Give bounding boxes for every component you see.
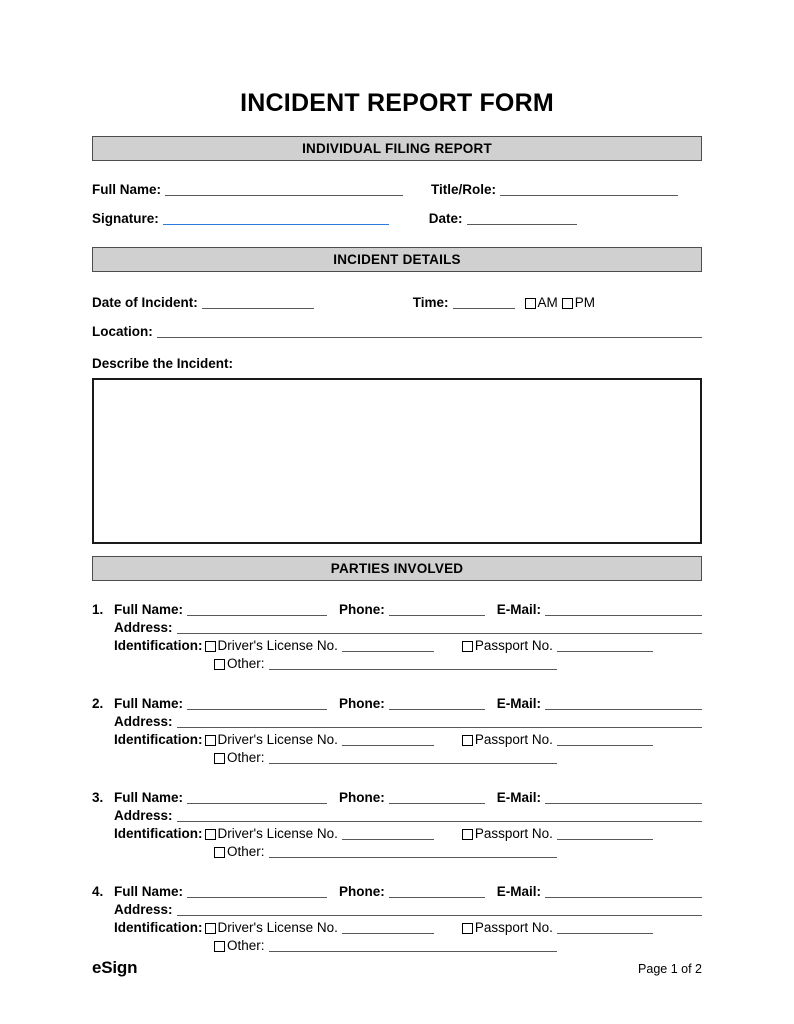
party-identification-label: Identification: bbox=[114, 731, 203, 747]
drivers-license-checkbox[interactable] bbox=[205, 829, 216, 840]
party-identification-row bbox=[92, 917, 702, 935]
location-input[interactable] bbox=[157, 324, 702, 338]
party-email-input[interactable] bbox=[545, 602, 702, 616]
party-number: 3. bbox=[92, 789, 104, 805]
page-title: INCIDENT REPORT FORM bbox=[240, 89, 554, 117]
passport-checkbox[interactable] bbox=[462, 923, 473, 934]
row-date-time bbox=[92, 295, 702, 310]
full-name-input[interactable] bbox=[165, 182, 403, 196]
party-phone-input[interactable] bbox=[389, 602, 485, 616]
party-other-row bbox=[92, 841, 702, 859]
time-label: Time: bbox=[412, 294, 449, 310]
row-describe-label bbox=[92, 356, 702, 371]
party-other-row bbox=[92, 653, 702, 671]
passport-input[interactable] bbox=[557, 826, 653, 840]
drivers-license-input[interactable] bbox=[342, 920, 434, 934]
passport-checkbox[interactable] bbox=[462, 735, 473, 746]
page-footer bbox=[92, 958, 702, 978]
party-email-label: E-Mail: bbox=[496, 695, 542, 711]
party-identification-row bbox=[92, 729, 702, 747]
drivers-license-input[interactable] bbox=[342, 638, 434, 652]
party-name-phone-email-row bbox=[92, 787, 702, 805]
party-email-label: E-Mail: bbox=[496, 601, 542, 617]
passport-input[interactable] bbox=[557, 732, 653, 746]
section-header-individual-filing-report: INDIVIDUAL FILING REPORT bbox=[92, 136, 702, 161]
other-label: Other: bbox=[227, 843, 265, 859]
signature-label: Signature: bbox=[92, 210, 159, 226]
drivers-license-checkbox[interactable] bbox=[205, 641, 216, 652]
full-name-label: Full Name: bbox=[92, 181, 162, 197]
drivers-license-label: Driver's License No. bbox=[217, 731, 338, 747]
party-address-label: Address: bbox=[114, 713, 173, 729]
party-address-input[interactable] bbox=[177, 714, 702, 728]
other-input[interactable] bbox=[269, 938, 557, 952]
drivers-license-input[interactable] bbox=[342, 732, 434, 746]
party-name-phone-email-row bbox=[92, 693, 702, 711]
party-identification-row bbox=[92, 635, 702, 653]
party-phone-label: Phone: bbox=[339, 601, 385, 617]
party-entry bbox=[92, 881, 702, 953]
party-email-input[interactable] bbox=[545, 696, 702, 710]
party-identification-row bbox=[92, 823, 702, 841]
brand-logo: eSign bbox=[92, 958, 138, 977]
party-full-name-input[interactable] bbox=[187, 884, 327, 898]
form-content bbox=[92, 0, 702, 953]
party-email-label: E-Mail: bbox=[496, 883, 542, 899]
other-input[interactable] bbox=[269, 844, 557, 858]
party-address-label: Address: bbox=[114, 807, 173, 823]
party-number: 2. bbox=[92, 695, 104, 711]
party-identification-label: Identification: bbox=[114, 637, 203, 653]
title-role-input[interactable] bbox=[500, 182, 678, 196]
party-address-row bbox=[92, 617, 702, 635]
party-address-input[interactable] bbox=[177, 808, 702, 822]
row-full-name-title-role bbox=[92, 182, 702, 197]
party-address-input[interactable] bbox=[177, 902, 702, 916]
party-address-row bbox=[92, 711, 702, 729]
party-email-input[interactable] bbox=[545, 884, 702, 898]
party-address-row bbox=[92, 899, 702, 917]
party-full-name-input[interactable] bbox=[187, 790, 327, 804]
party-email-input[interactable] bbox=[545, 790, 702, 804]
party-phone-label: Phone: bbox=[339, 789, 385, 805]
time-input[interactable] bbox=[453, 295, 515, 309]
row-location bbox=[92, 324, 702, 339]
party-full-name-label: Full Name: bbox=[114, 883, 184, 899]
passport-label: Passport No. bbox=[474, 919, 553, 935]
other-label: Other: bbox=[227, 655, 265, 671]
party-phone-input[interactable] bbox=[389, 790, 485, 804]
location-label: Location: bbox=[92, 323, 153, 339]
party-phone-label: Phone: bbox=[339, 695, 385, 711]
other-input[interactable] bbox=[269, 656, 557, 670]
title-role-label: Title/Role: bbox=[431, 181, 497, 197]
party-address-input[interactable] bbox=[177, 620, 702, 634]
am-label: AM bbox=[537, 294, 558, 310]
other-checkbox[interactable] bbox=[214, 659, 225, 670]
date-of-incident-input[interactable] bbox=[202, 295, 314, 309]
passport-input[interactable] bbox=[557, 920, 653, 934]
other-checkbox[interactable] bbox=[214, 847, 225, 858]
other-input[interactable] bbox=[269, 750, 557, 764]
party-phone-input[interactable] bbox=[389, 884, 485, 898]
drivers-license-input[interactable] bbox=[342, 826, 434, 840]
party-identification-label: Identification: bbox=[114, 919, 203, 935]
am-checkbox[interactable] bbox=[525, 298, 536, 309]
date-input[interactable] bbox=[467, 211, 577, 225]
row-signature-date bbox=[92, 211, 702, 226]
party-phone-label: Phone: bbox=[339, 883, 385, 899]
party-name-phone-email-row bbox=[92, 881, 702, 899]
party-full-name-label: Full Name: bbox=[114, 695, 184, 711]
pm-label: PM bbox=[574, 294, 596, 310]
drivers-license-checkbox[interactable] bbox=[205, 735, 216, 746]
other-checkbox[interactable] bbox=[214, 941, 225, 952]
describe-incident-textarea[interactable] bbox=[92, 378, 702, 544]
parties-list bbox=[92, 599, 702, 953]
party-name-phone-email-row bbox=[92, 599, 702, 617]
party-full-name-input[interactable] bbox=[187, 696, 327, 710]
section-header-parties-involved: PARTIES INVOLVED bbox=[92, 556, 702, 581]
signature-input[interactable] bbox=[163, 211, 389, 225]
party-phone-input[interactable] bbox=[389, 696, 485, 710]
party-other-row bbox=[92, 747, 702, 765]
party-entry bbox=[92, 693, 702, 765]
party-entry bbox=[92, 787, 702, 859]
drivers-license-label: Driver's License No. bbox=[217, 919, 338, 935]
drivers-license-checkbox[interactable] bbox=[205, 923, 216, 934]
passport-input[interactable] bbox=[557, 638, 653, 652]
party-address-label: Address: bbox=[114, 619, 173, 635]
date-of-incident-label: Date of Incident: bbox=[92, 294, 198, 310]
other-label: Other: bbox=[227, 937, 265, 953]
party-number: 1. bbox=[92, 601, 104, 617]
party-address-label: Address: bbox=[114, 901, 173, 917]
passport-label: Passport No. bbox=[474, 825, 553, 841]
party-identification-label: Identification: bbox=[114, 825, 203, 841]
other-label: Other: bbox=[227, 749, 265, 765]
page-number: Page 1 of 2 bbox=[638, 962, 702, 976]
passport-checkbox[interactable] bbox=[462, 829, 473, 840]
passport-checkbox[interactable] bbox=[462, 641, 473, 652]
drivers-license-label: Driver's License No. bbox=[217, 825, 338, 841]
passport-label: Passport No. bbox=[474, 637, 553, 653]
party-other-row bbox=[92, 935, 702, 953]
date-label: Date: bbox=[428, 210, 463, 226]
party-entry bbox=[92, 599, 702, 671]
section-header-incident-details: INCIDENT DETAILS bbox=[92, 247, 702, 272]
passport-label: Passport No. bbox=[474, 731, 553, 747]
describe-incident-label: Describe the Incident: bbox=[92, 355, 234, 371]
party-number: 4. bbox=[92, 883, 104, 899]
party-address-row bbox=[92, 805, 702, 823]
party-full-name-input[interactable] bbox=[187, 602, 327, 616]
party-email-label: E-Mail: bbox=[496, 789, 542, 805]
other-checkbox[interactable] bbox=[214, 753, 225, 764]
pm-checkbox[interactable] bbox=[562, 298, 573, 309]
party-full-name-label: Full Name: bbox=[114, 789, 184, 805]
party-full-name-label: Full Name: bbox=[114, 601, 184, 617]
drivers-license-label: Driver's License No. bbox=[217, 637, 338, 653]
